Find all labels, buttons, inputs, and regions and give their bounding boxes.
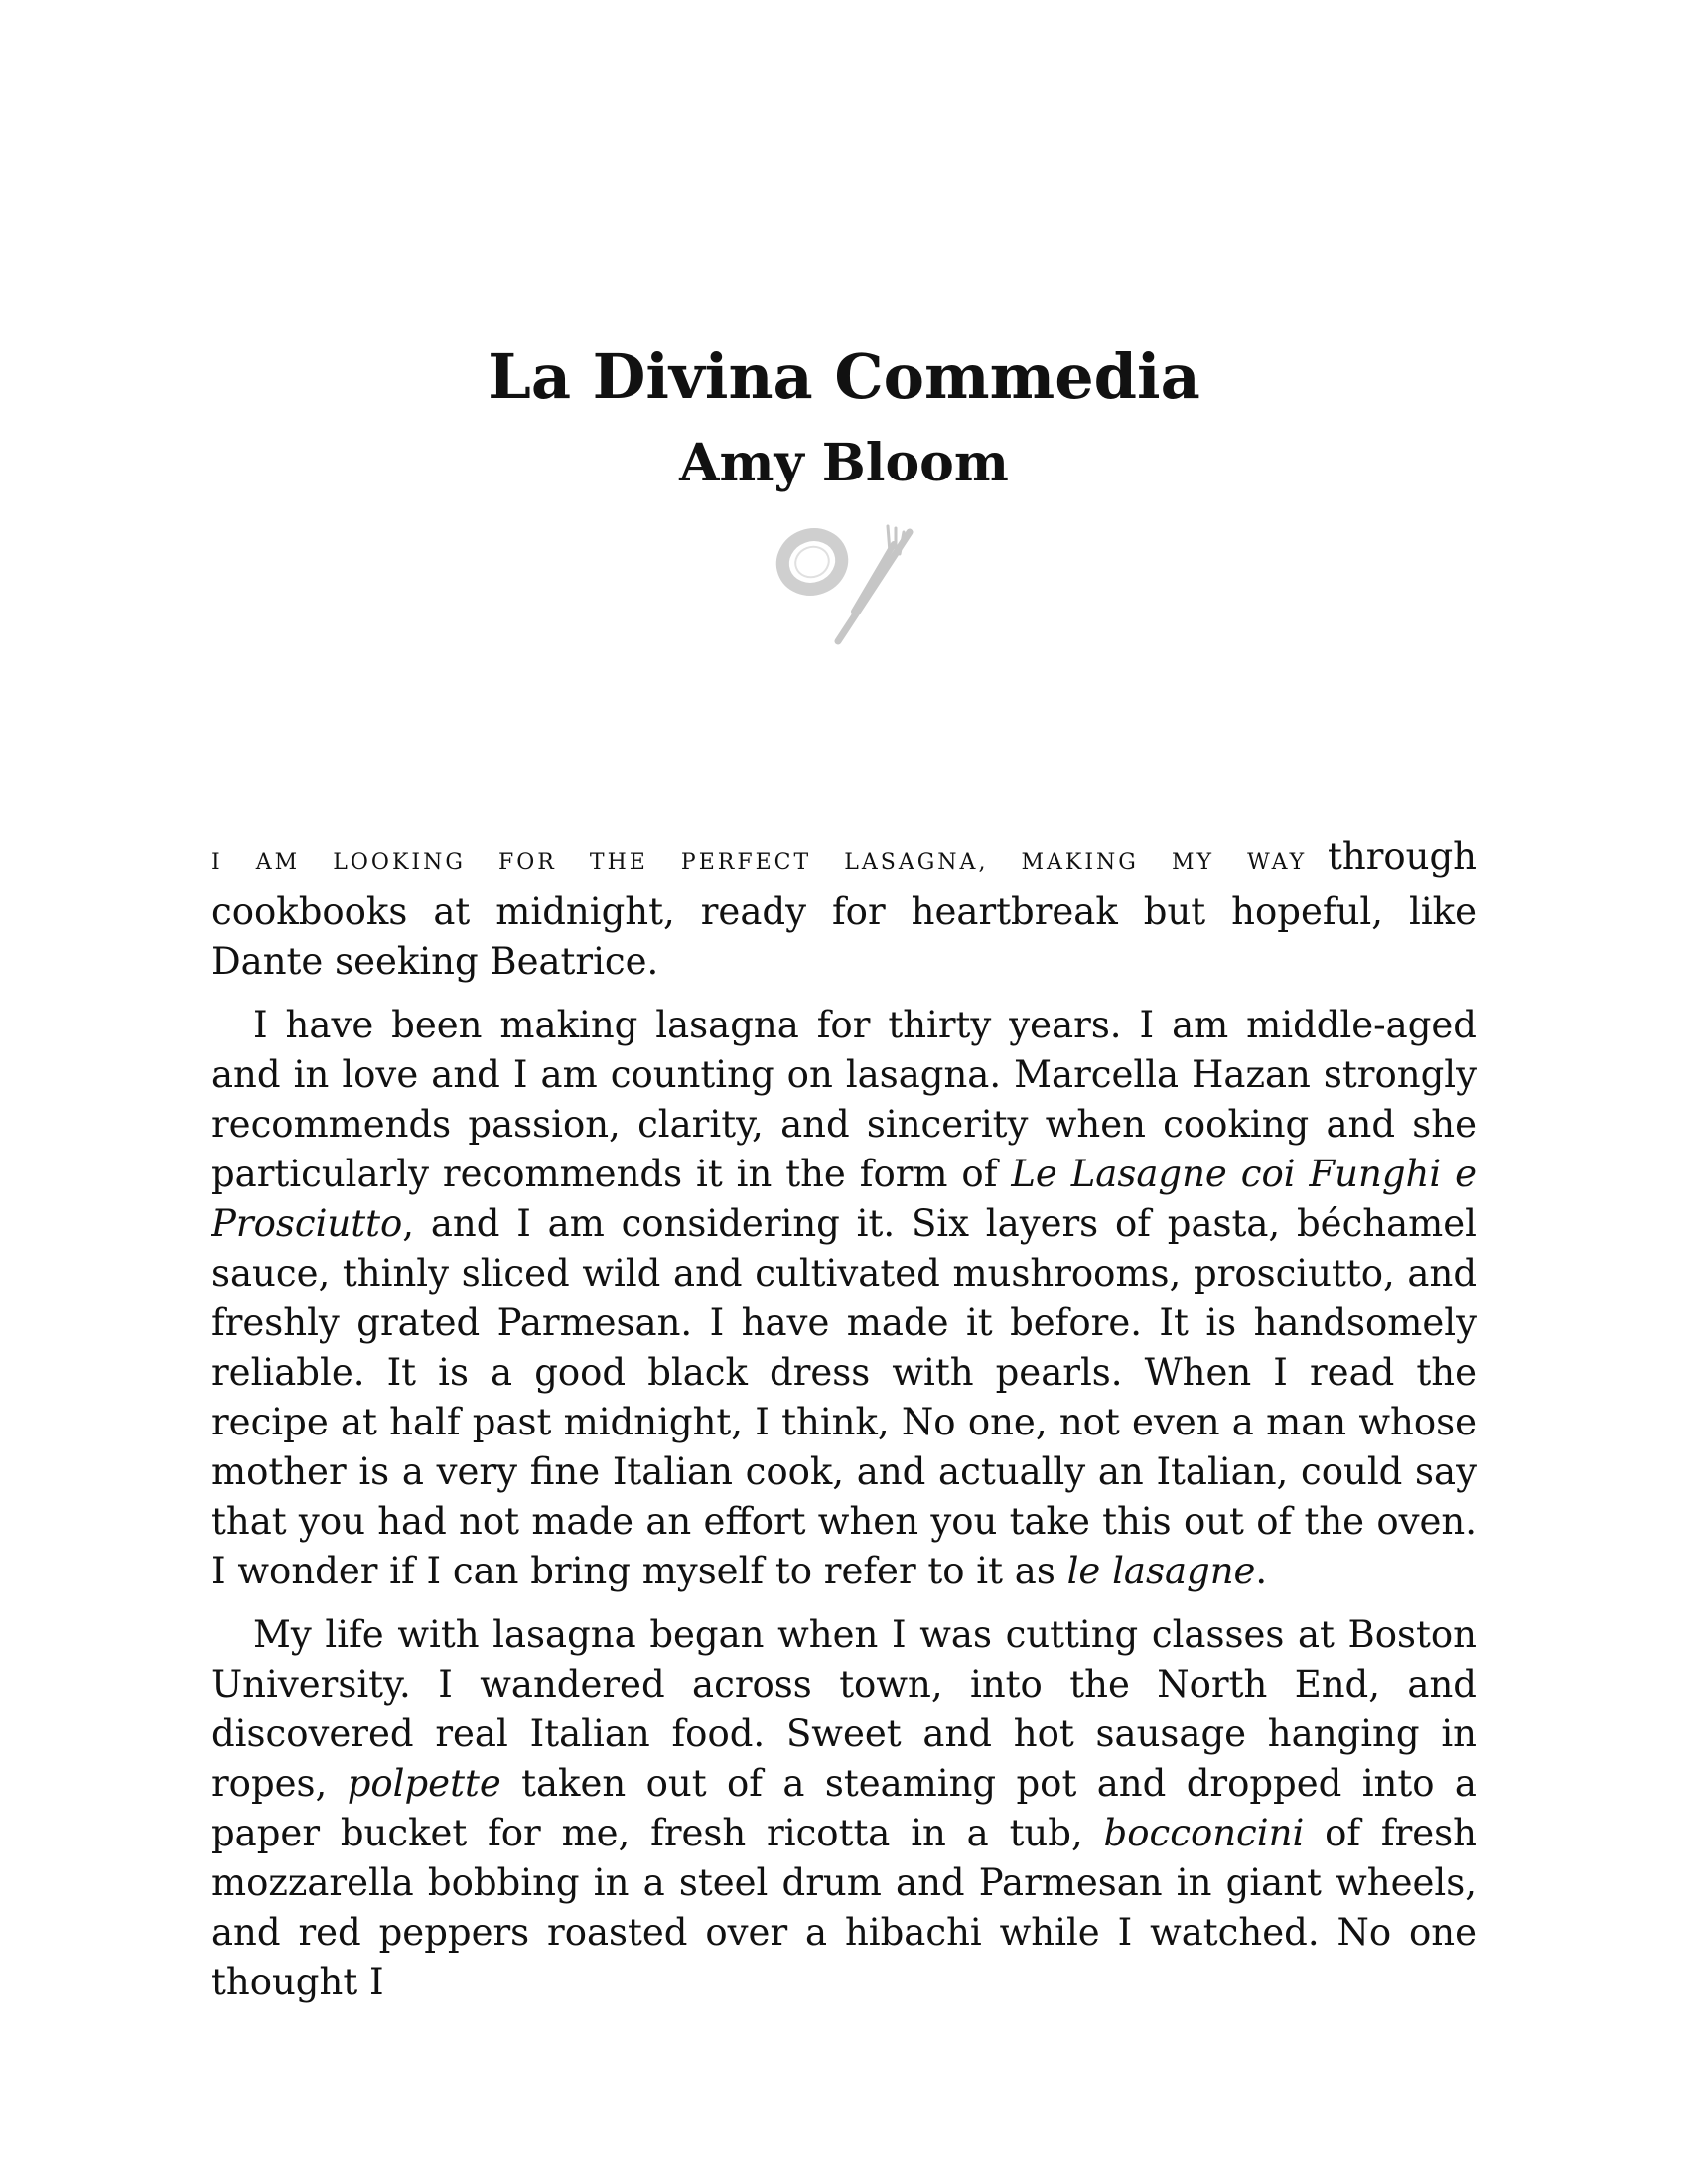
- paragraph-1: [211, 832, 1477, 987]
- paragraph-2-italic-1: Le Lasagne coi Funghi e Prosciutto: [211, 1153, 1477, 1245]
- paragraph-2-italic-2: le lasagne: [1066, 1550, 1256, 1592]
- chapter-author: Amy Bloom: [679, 433, 1009, 493]
- paragraph-3-italic-2: bocconcini: [1103, 1812, 1305, 1854]
- paragraph-2-part-2: , and I am considering it. Six layers of pasta, béchamel sauce, thinly sliced wild and cultivated mushrooms, prosciutto, and freshly grated Parmesan. I have made it before. It is handsomely reliable. It is a good black dress with pearls. When I read the recipe at half past midnight, I think, No one, not even a man whose mother is a very fine Italian cook, and actually an Italian, could say that you had not made an effort when you take this out of the oven. I wonder if I can bring myself to refer to it as: [211, 1202, 1477, 1592]
- paragraph-3-part-2: taken out of a steaming pot and dropped into a paper bucket for me, fresh ricotta in a tub,: [211, 1762, 1477, 1854]
- paragraph-3: [211, 1610, 1477, 2007]
- story-body: [211, 832, 1477, 2021]
- paragraph-2-part-3: .: [1255, 1550, 1268, 1592]
- paragraph-2: [211, 1001, 1477, 1596]
- chapter-title: La Divina Commedia: [488, 341, 1200, 413]
- paragraph-3-italic-1: polpette: [347, 1762, 501, 1805]
- ornament-graphic: [755, 504, 933, 653]
- lead-in-small-caps: I AM LOOKING FOR THE PERFECT LASAGNA, MAKING MY WAY: [211, 850, 1308, 875]
- plate-and-cutlery-icon: [755, 504, 933, 653]
- paragraph-2-part-1: I have been making lasagna for thirty years. I am middle-aged and in love and I am counting on lasagna. Marcella Hazan strongly recommends passion, clarity, and sincerity when cooking and she particularly recommends it in the form of: [211, 1004, 1477, 1195]
- paragraph-1-text: through cookbooks at midnight, ready for heartbreak but hopeful, like Dante seeking Beatrice.: [211, 835, 1477, 983]
- paragraph-3-part-3: of fresh mozzarella bobbing in a steel drum and Parmesan in giant wheels, and red peppers roasted over a hibachi while I watched. No one thought I: [211, 1812, 1477, 2003]
- paragraph-3-part-1: My life with lasagna began when I was cutting classes at Boston University. I wandered across town, into the North End, and discovered real Italian food. Sweet and hot sausage hanging in ropes,: [211, 1613, 1477, 1805]
